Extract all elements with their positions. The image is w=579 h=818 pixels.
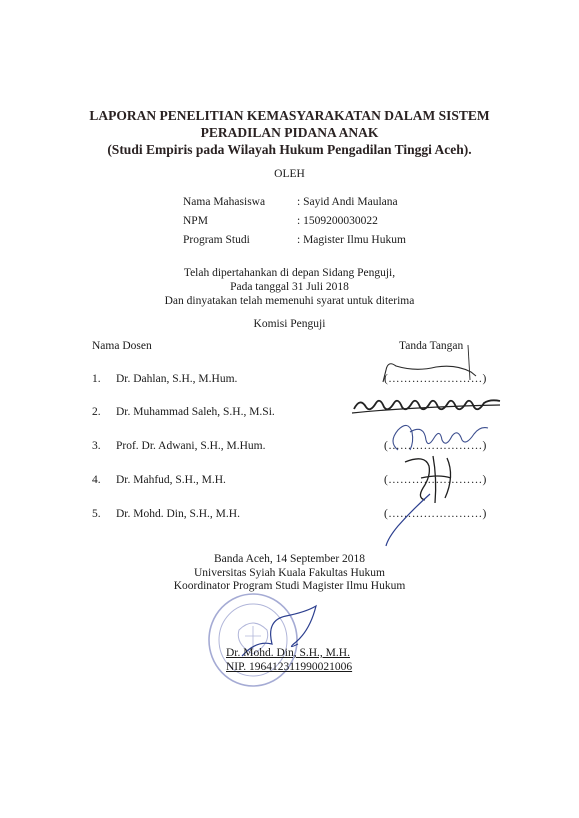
- student-npm-row: [183, 215, 406, 234]
- info-value: : Sayid Andi Maulana: [297, 196, 398, 208]
- examiner-name: Dr. Dahlan, S.H., M.Hum.: [116, 373, 238, 385]
- defense-line-2: Pada tanggal 31 Juli 2018: [230, 281, 349, 293]
- info-label: Nama Mahasiswa: [183, 196, 266, 208]
- signature-line: (……………………): [384, 373, 487, 385]
- examiner-name: Dr. Mohd. Din, S.H., M.H.: [116, 508, 240, 520]
- place-date: Banda Aceh, 14 September 2018: [213, 553, 366, 565]
- examiner-row: [92, 406, 492, 422]
- info-label: NPM: [183, 215, 208, 227]
- signature-line: (……………………): [384, 440, 487, 452]
- examiner-number: 1.: [92, 373, 101, 385]
- student-name-row: [183, 196, 406, 215]
- info-value: : Magister Ilmu Hukum: [297, 234, 406, 246]
- coordinator-title: Koordinator Program Studi Magister Ilmu Hukum: [173, 580, 406, 592]
- examiner-number: 5.: [92, 508, 101, 520]
- nama-dosen-header: Nama Dosen: [92, 340, 152, 352]
- defense-line-3: Dan dinyatakan telah memenuhi syarat untuk diterima: [164, 295, 415, 307]
- signature-line: (……………………): [384, 508, 487, 520]
- examiner-number: 3.: [92, 440, 101, 452]
- title-line-3: (Studi Empiris pada Wilayah Hukum Pengadilan Tinggi Aceh).: [107, 142, 472, 157]
- signature-line: (……………………): [384, 474, 487, 486]
- defense-line-1: Telah dipertahankan di depan Sidang Penguji,: [183, 267, 396, 279]
- faculty-stamp-image: [205, 588, 325, 693]
- coordinator-block: [226, 646, 352, 674]
- student-info: [183, 196, 406, 253]
- examiner-row: [92, 474, 492, 490]
- examiner-number: 2.: [92, 406, 101, 418]
- examiner-name: Dr. Muhammad Saleh, S.H., M.Si.: [116, 406, 275, 418]
- komisi-heading: Komisi Penguji: [253, 318, 326, 330]
- student-program-row: [183, 234, 406, 253]
- examiner-row: [92, 508, 492, 524]
- examiner-row: [92, 440, 492, 456]
- defense-statement: [0, 266, 579, 308]
- tanda-tangan-header: Tanda Tangan: [399, 340, 464, 352]
- coordinator-nip: NIP. 196412311990021006: [226, 661, 353, 673]
- info-label: Program Studi: [183, 234, 250, 246]
- info-value: : 1509200030022: [297, 215, 378, 227]
- coordinator-name: Dr. Mohd. Din, S.H., M.H.: [226, 647, 350, 659]
- examiner-number: 4.: [92, 474, 101, 486]
- examiner-name: Prof. Dr. Adwani, S.H., M.Hum.: [116, 440, 266, 452]
- examiner-row: [92, 373, 492, 389]
- title-line-1: LAPORAN PENELITIAN KEMASYARAKATAN DALAM SISTEM: [89, 108, 490, 123]
- oleh-label: OLEH: [274, 168, 305, 180]
- faculty-name: Universitas Syiah Kuala Fakultas Hukum: [193, 566, 385, 579]
- document-title: [0, 107, 579, 158]
- title-line-2: PERADILAN PIDANA ANAK: [200, 125, 379, 140]
- examiner-name: Dr. Mahfud, S.H., M.H.: [116, 474, 226, 486]
